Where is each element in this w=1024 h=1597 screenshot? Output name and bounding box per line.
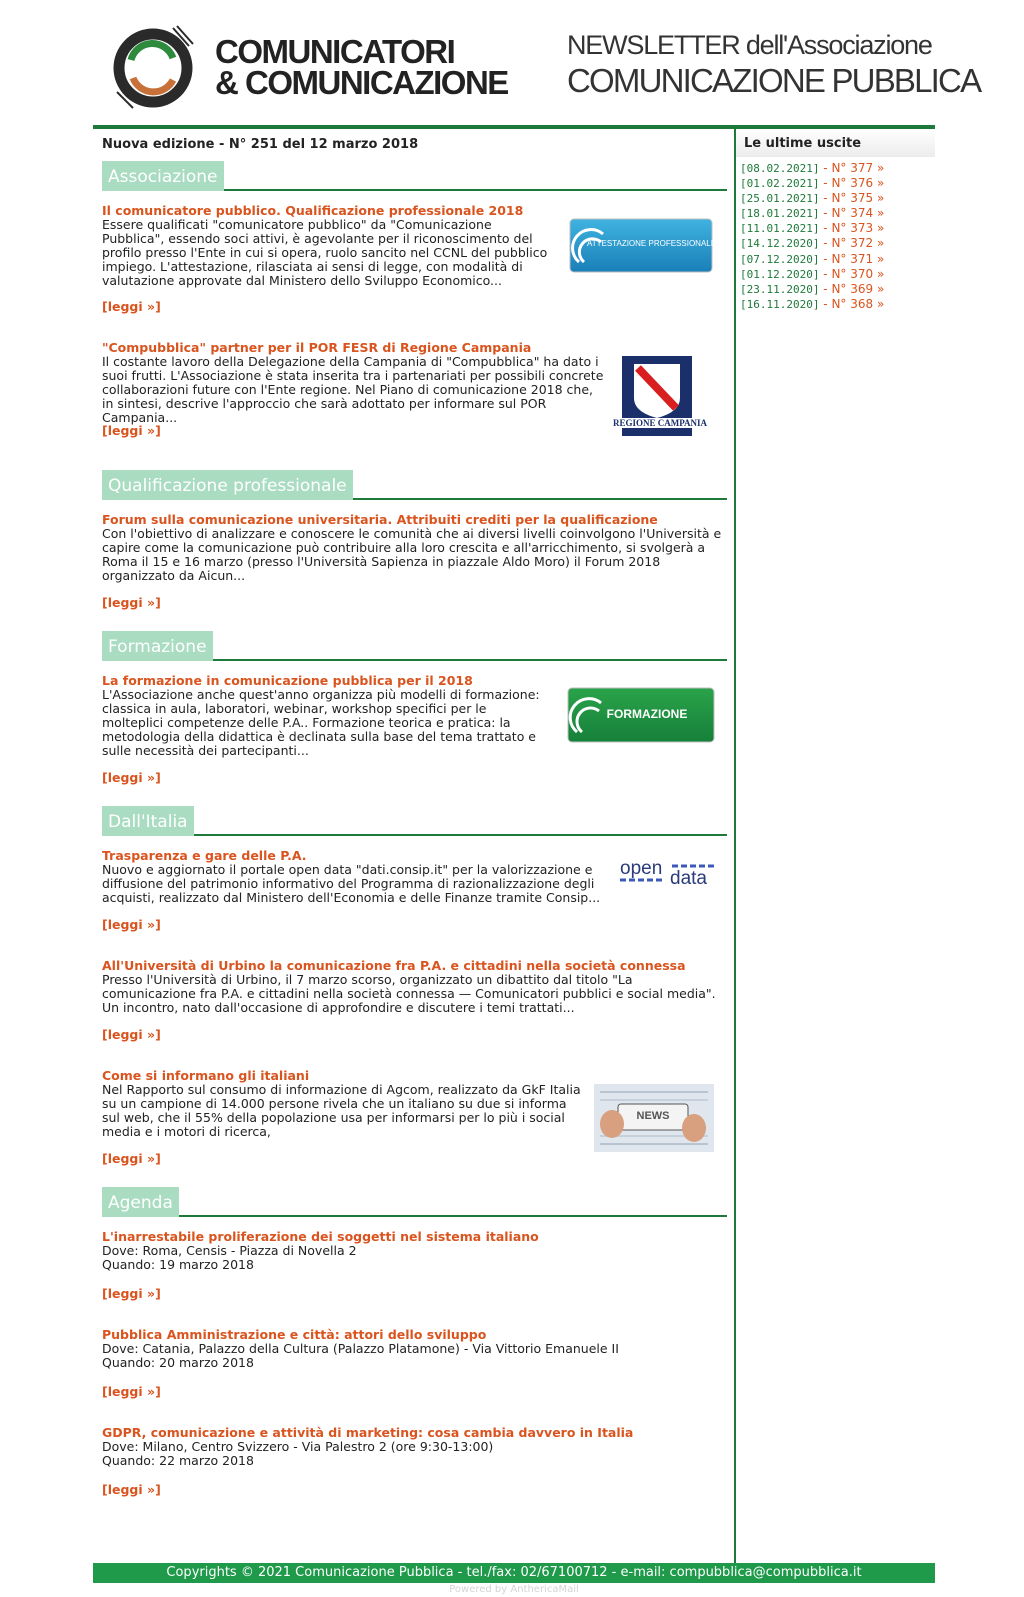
issue-separator: - bbox=[819, 281, 832, 296]
footer-bar: Copyrights © 2021 Comunicazione Pubblica - tel./fax: 02/67100712 - e-mail: compubblica@compubblica.it bbox=[93, 1563, 935, 1583]
section-tab-formazione: Formazione bbox=[102, 631, 213, 661]
issue-date: [23.11.2020] bbox=[740, 282, 820, 296]
article-body: Nel Rapporto sul consumo di informazione di Agcom, realizzato da GkF Italia su un campione di 14.000 persone rivela che un italiano su due si informa sul web, che il 55% della popolazione usa per informarsi per lo più i social media e i motori di ricerca, bbox=[102, 1082, 581, 1139]
issue-separator: - bbox=[819, 236, 832, 251]
read-more-link[interactable]: [leggi »] bbox=[102, 1482, 161, 1497]
event-date: Quando: 20 marzo 2018 bbox=[102, 1355, 254, 1370]
read-more-link[interactable]: [leggi »] bbox=[102, 1286, 161, 1301]
logo-line-2: & COMUNICAZIONE bbox=[215, 64, 508, 101]
event-title[interactable]: GDPR, comunicazione e attività di marketing: cosa cambia davvero in Italia bbox=[102, 1425, 634, 1440]
issue-number-link[interactable]: N° 370 » bbox=[831, 266, 885, 281]
regione-campania-label: REGIONE CAMPANIA bbox=[612, 418, 708, 428]
news-photo-label: NEWS bbox=[636, 1110, 670, 1122]
article-title[interactable]: Come si informano gli italiani bbox=[102, 1068, 310, 1083]
event-title[interactable]: Pubblica Amministrazione e città: attori dello sviluppo bbox=[102, 1327, 487, 1342]
news-photo[interactable] bbox=[594, 1084, 714, 1152]
agenda-event bbox=[102, 1230, 727, 1272]
issue-separator: - bbox=[819, 206, 832, 221]
article-body: Con l'obiettivo di analizzare e conoscere le comunità che ai diversi livelli coinvolgono l'Università e capire come la comunicazione può contribuire alla loro crescita e all'arricchimento, si svolgerà a Roma il 15 e 16 marzo (presso l'Università Sapienza in piazzale Aldo Moro) il Forum 2018 organizzato da Aicun... bbox=[102, 526, 722, 583]
issue-separator: - bbox=[819, 161, 832, 175]
read-more-link[interactable]: [leggi »] bbox=[102, 595, 161, 610]
issue-item[interactable] bbox=[740, 206, 884, 221]
formazione-label: FORMAZIONE bbox=[606, 707, 688, 721]
issue-number-link[interactable]: N° 371 » bbox=[831, 251, 885, 266]
issue-item[interactable] bbox=[740, 267, 884, 282]
issue-number-link[interactable]: N° 373 » bbox=[831, 221, 885, 236]
section-header-formazione bbox=[102, 631, 727, 661]
issue-number-link[interactable]: N° 374 » bbox=[831, 206, 885, 221]
issue-list bbox=[740, 161, 884, 312]
section-header-associazione bbox=[102, 161, 727, 191]
agenda-event bbox=[102, 1328, 727, 1370]
article-title[interactable]: Il comunicatore pubblico. Qualificazione professionale 2018 bbox=[102, 203, 524, 218]
issue-item[interactable] bbox=[740, 176, 884, 191]
article-body: Il costante lavoro della Delegazione della Campania di "Compubblica" ha dato i suoi frutti. L'Associazione è stata inserita tra i partenariati per possibili concrete collaborazioni future con l'Ente regione. Nel Piano di comunicazione 2018 che, in sintesi, descrive l'approccio che sarà adottato per informare sul POR Campania... bbox=[102, 354, 604, 425]
column-divider bbox=[734, 129, 736, 1563]
issue-date: [11.01.2021] bbox=[740, 222, 820, 236]
article-body: Nuovo e aggiornato il portale open data "dati.consip.it" per la valorizzazione e diffusione del patrimonio informativo del Programma di razionalizzazione degli acquisti, realizzato dal Ministero dell'Economia e delle Finanze tramite Consip... bbox=[102, 862, 601, 905]
read-more-link[interactable]: [leggi »] bbox=[102, 1384, 161, 1399]
section-tab-dall-italia: Dall'Italia bbox=[102, 806, 194, 836]
formazione-thumbnail[interactable] bbox=[567, 687, 715, 743]
article-title[interactable]: "Compubblica" partner per il POR FESR di Regione Campania bbox=[102, 340, 532, 355]
issue-date: [01.02.2021] bbox=[740, 177, 820, 191]
logo-line-1: COMUNICATORI bbox=[215, 33, 455, 70]
powered-by: Powered by AnthericaMail bbox=[449, 1584, 579, 1595]
issue-date: [16.11.2020] bbox=[740, 297, 820, 311]
article-title[interactable]: Forum sulla comunicazione universitaria. Attribuiti crediti per la qualificazione bbox=[102, 512, 658, 527]
agenda-event bbox=[102, 1426, 727, 1468]
issue-separator: - bbox=[819, 251, 832, 266]
issue-number-link[interactable]: N° 372 » bbox=[831, 236, 885, 251]
open-data-dashes-icon bbox=[618, 858, 718, 892]
issue-number-link[interactable]: N° 375 » bbox=[831, 191, 885, 206]
issue-item[interactable] bbox=[740, 221, 884, 236]
issue-separator: - bbox=[819, 176, 832, 191]
issue-number-link[interactable]: N° 376 » bbox=[831, 176, 885, 191]
event-location: Dove: Catania, Palazzo della Cultura (Palazzo Platamone) - Via Vittorio Emanuele II bbox=[102, 1341, 619, 1356]
issue-number-link[interactable]: N° 377 » bbox=[831, 161, 885, 175]
issue-separator: - bbox=[819, 191, 832, 206]
article-title[interactable]: La formazione in comunicazione pubblica per il 2018 bbox=[102, 673, 473, 688]
event-location: Dove: Roma, Censis - Piazza di Novella 2 bbox=[102, 1243, 357, 1258]
article-body: Essere qualificati "comunicatore pubblico" da "Comunicazione Pubblica", essendo soci attivi, è agevolante per il riconoscimento del profilo presso l'Ente in cui si opera, ruolo sancito nel CCNL del pubblico impiego. L'attestazione, rilasciata ai sensi di legge, con modalità di valutazione approvate dal Ministero dello Sviluppo Economico... bbox=[102, 217, 548, 288]
issue-item[interactable] bbox=[740, 297, 884, 312]
issue-date: [01.12.2020] bbox=[740, 267, 820, 281]
read-more-link[interactable]: [leggi »] bbox=[102, 423, 161, 438]
issue-number-link[interactable]: N° 368 » bbox=[831, 296, 885, 311]
event-location: Dove: Milano, Centro Svizzero - Via Palestro 2 (ore 9:30-13:00) bbox=[102, 1439, 494, 1454]
article-title[interactable]: Trasparenza e gare delle P.A. bbox=[102, 848, 307, 863]
section-header-agenda bbox=[102, 1187, 727, 1217]
logo-ring-icon bbox=[111, 22, 195, 110]
issue-separator: - bbox=[819, 221, 832, 236]
article-body: Presso l'Università di Urbino, il 7 marzo scorso, organizzato un dibattito dal titolo "La comunicazione fra P.A. e cittadini nella società connessa — Comunicatori pubblici e social media". Un incontro, nato dall'occasione di approfondire e discutere i temi trattati... bbox=[102, 972, 716, 1015]
issue-date: [14.12.2020] bbox=[740, 237, 820, 251]
issue-number-link[interactable]: N° 369 » bbox=[831, 281, 885, 296]
read-more-link[interactable]: [leggi »] bbox=[102, 1027, 161, 1042]
article-forum-universitaria bbox=[102, 513, 727, 583]
issue-item[interactable] bbox=[740, 161, 884, 176]
issue-item[interactable] bbox=[740, 252, 884, 267]
open-data-word-open: open bbox=[620, 858, 663, 879]
event-title[interactable]: L'inarrestabile proliferazione dei soggetti nel sistema italiano bbox=[102, 1229, 539, 1244]
issue-item[interactable] bbox=[740, 236, 884, 251]
event-date: Quando: 19 marzo 2018 bbox=[102, 1257, 254, 1272]
open-data-logo[interactable] bbox=[618, 858, 718, 892]
issue-date: [25.01.2021] bbox=[740, 192, 820, 206]
open-data-word-data: data bbox=[670, 868, 707, 889]
attestazione-label: ATTESTAZIONE PROFESSIONALE bbox=[587, 239, 717, 248]
edition-title: Nuova edizione - N° 251 del 12 marzo 2018 bbox=[102, 137, 419, 152]
sidebar-title: Le ultime uscite bbox=[736, 129, 935, 157]
read-more-link[interactable]: [leggi »] bbox=[102, 770, 161, 785]
article-title[interactable]: All'Università di Urbino la comunicazione fra P.A. e cittadini nella società connessa bbox=[102, 958, 686, 973]
read-more-link[interactable]: [leggi »] bbox=[102, 1151, 161, 1166]
section-header-dall-italia bbox=[102, 806, 727, 836]
section-tab-agenda: Agenda bbox=[102, 1187, 179, 1217]
newsletter-subtitle: NEWSLETTER dell'Associazione bbox=[567, 30, 932, 60]
issue-item[interactable] bbox=[740, 191, 884, 206]
attestazione-thumbnail[interactable] bbox=[569, 218, 717, 273]
section-header-qualificazione bbox=[102, 470, 727, 500]
issue-item[interactable] bbox=[740, 282, 884, 297]
read-more-link[interactable]: [leggi »] bbox=[102, 299, 161, 314]
issue-date: [07.12.2020] bbox=[740, 252, 820, 266]
issue-separator: - bbox=[819, 266, 832, 281]
issue-separator: - bbox=[819, 296, 832, 311]
regione-campania-logo[interactable] bbox=[612, 354, 708, 440]
section-tab-qualificazione: Qualificazione professionale bbox=[102, 470, 353, 500]
association-name: COMUNICAZIONE PUBBLICA bbox=[567, 62, 981, 99]
issue-date: [08.02.2021] bbox=[740, 162, 820, 175]
event-date: Quando: 22 marzo 2018 bbox=[102, 1453, 254, 1468]
section-tab-associazione: Associazione bbox=[102, 161, 224, 191]
article-body: L'Associazione anche quest'anno organizza più modelli di formazione: classica in aula, laboratori, webinar, workshop specifici per le molteplici competenze delle P.A.. Formazione teorica e pratica: la metodologia della didattica è declinata sulla base del tema trattato e sulle necessità dei partecipanti... bbox=[102, 687, 540, 758]
logo-wordmark bbox=[215, 33, 508, 101]
article-universita-urbino bbox=[102, 959, 727, 1015]
read-more-link[interactable]: [leggi »] bbox=[102, 917, 161, 932]
issue-date: [18.01.2021] bbox=[740, 207, 820, 221]
newsletter-header bbox=[93, 0, 981, 125]
